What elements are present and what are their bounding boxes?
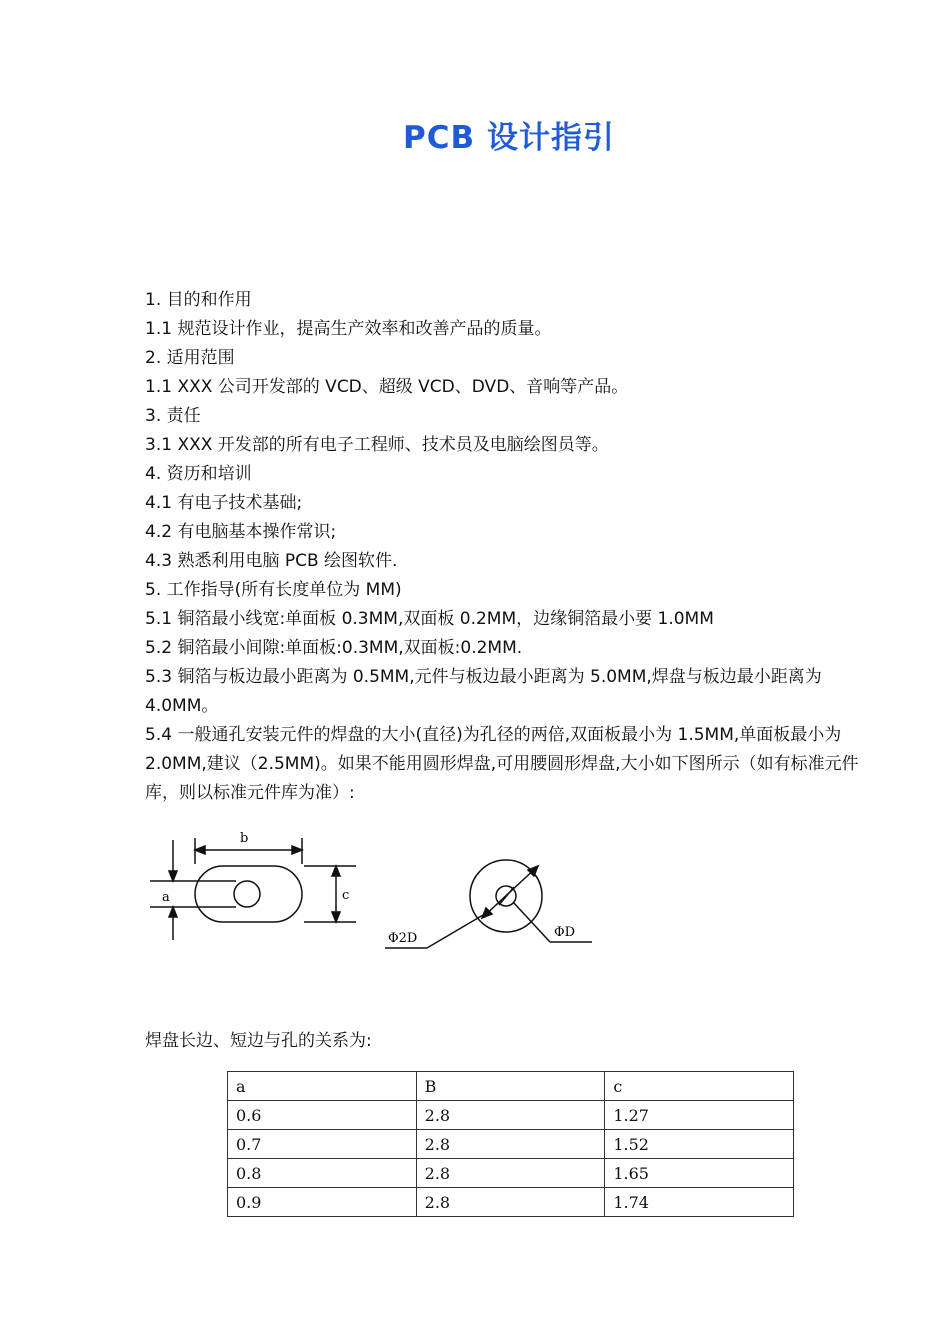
table-cell: 1.74 — [605, 1188, 794, 1217]
section-heading-5: 5. 工作指导(所有长度单位为 MM) — [145, 580, 402, 600]
paragraph-4-2: 4.2 有电脑基本操作常识; — [145, 522, 337, 542]
table-cell: 1.52 — [605, 1130, 794, 1159]
paragraph-5-2: 5.2 铜箔最小间隙:单面板:0.3MM,双面板:0.2MM. — [145, 638, 523, 658]
paragraph-4-1: 4.1 有电子技术基础; — [145, 493, 303, 513]
paragraph-3-1: 3.1 XXX 开发部的所有电子工程师、技术员及电脑绘图员等。 — [145, 435, 609, 455]
header-cell: a — [228, 1072, 417, 1101]
table-row — [228, 1130, 794, 1159]
table-row — [228, 1159, 794, 1188]
paragraph-5-4: 5.4 一般通孔安装元件的焊盘的大小(直径)为孔径的两倍,双面板最小为 1.5MM,单面板最小为 2.0MM,建议（2.5MM)。如果不能用圆形焊盘,可用腰圆形焊盘,大小如下图所示（如有标准元件库，则以标准元件库为准）: — [145, 725, 859, 803]
table-cell: 2.8 — [416, 1188, 605, 1217]
table-row — [228, 1188, 794, 1217]
label-phi-2d: Φ2D — [388, 931, 418, 946]
body-text — [145, 286, 885, 808]
paragraph-5-3: 5.3 铜箔与板边最小距离为 0.5MM,元件与板边最小距离为 5.0MM,焊盘与板边最小距离为 4.0MM。 — [145, 667, 822, 716]
oval-pad-hole — [234, 881, 260, 907]
oval-pad-shape — [195, 866, 302, 922]
document-title: PCB 设计指引 — [403, 120, 615, 156]
table-cell: 1.27 — [605, 1101, 794, 1130]
section-heading-3: 3. 责任 — [145, 406, 201, 426]
table-row — [228, 1101, 794, 1130]
header-cell: B — [416, 1072, 605, 1101]
section-heading-1: 1. 目的和作用 — [145, 290, 252, 310]
table-cell: 2.8 — [416, 1101, 605, 1130]
table-cell: 0.6 — [228, 1101, 417, 1130]
paragraph-1-1: 1.1 规范设计作业，提高生产效率和改善产品的质量。 — [145, 319, 552, 339]
table-cell: 0.9 — [228, 1188, 417, 1217]
table-header-row — [228, 1072, 794, 1101]
section-heading-4: 4. 资历和培训 — [145, 464, 252, 484]
table-cell: 1.65 — [605, 1159, 794, 1188]
pad-size-table — [227, 1071, 794, 1217]
table-cell: 2.8 — [416, 1159, 605, 1188]
label-b: b — [240, 831, 249, 846]
paragraph-4-3: 4.3 熟悉利用电脑 PCB 绘图软件. — [145, 551, 398, 571]
label-phi-d: ΦD — [554, 925, 576, 940]
table-cell: 0.8 — [228, 1159, 417, 1188]
header-cell: c — [605, 1072, 794, 1101]
paragraph-2-1: 1.1 XXX 公司开发部的 VCD、超级 VCD、DVD、音响等产品。 — [145, 377, 629, 397]
label-c: c — [342, 888, 350, 903]
section-heading-2: 2. 适用范围 — [145, 348, 235, 368]
table-caption: 焊盘长边、短边与孔的关系为: — [145, 1031, 372, 1051]
paragraph-5-1: 5.1 铜箔最小线宽:单面板 0.3MM,双面板 0.2MM，边缘铜箔最小要 1.0MM — [145, 609, 714, 629]
table-cell: 0.7 — [228, 1130, 417, 1159]
label-a: a — [162, 890, 170, 905]
table-cell: 2.8 — [416, 1130, 605, 1159]
pad-dimension-diagram — [140, 820, 610, 960]
